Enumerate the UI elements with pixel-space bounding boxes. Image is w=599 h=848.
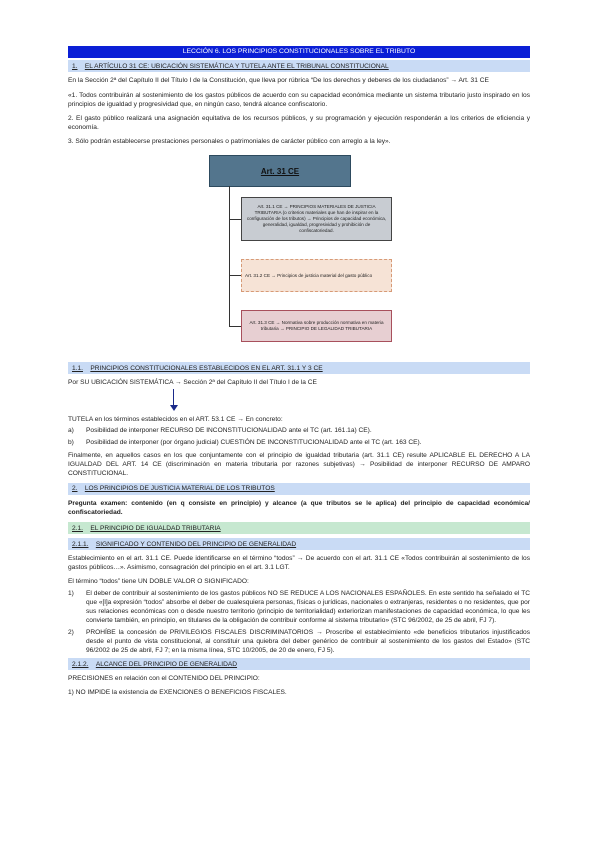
section-label: SIGNIFICADO Y CONTENIDO DEL PRINCIPIO DE GENERALIDAD (95, 540, 297, 548)
no-impide-paragraph: 1) NO IMPIDE la existencia de EXENCIONES O BENEFICIOS FISCALES. (68, 689, 287, 697)
diagram-connector (229, 326, 241, 327)
section-2-1-1-heading (68, 538, 530, 550)
list-text: Posibilidad de interponer (por órgano judicial) CUESTIÓN DE INCONSTITUCIONALIDAD ante el TC (art. 163 CE). (86, 439, 422, 447)
arrow-down-icon (68, 389, 530, 415)
tutela-paragraph: TUTELA en los términos establecidos en el ART. 53.1 CE → En concreto: (68, 416, 283, 424)
section-number: 2.1.1. (72, 540, 89, 548)
diagram-connector (229, 186, 230, 327)
diagram-box-31-3 (241, 310, 392, 342)
section-1-1-heading (68, 362, 530, 374)
list-item (68, 589, 530, 625)
list-text: El deber de contribuir al sostenimiento de los gastos públicos NO SE REDUCE A LOS NACIONALES ESPAÑOLES. En este sentido ha señalado el TC que «[l]a expresión “todos” absorbe el deber de cualesquiera personas, físicas o jurídicas, nacionales o extranjeras, residentes o no residentes, que por sus relaciones económicas con o desde nuestro territorio (principio de territorialidad) exteriorizan manifestaciones de capacidad económica, lo que les convierte también, en principio, en titulares de la obligación de contribuir conforme al sistema tributario» (STC 96/2002, de 25 de abril, FJ 7). (86, 589, 530, 624)
diagram-connector (229, 219, 241, 220)
diagram-box-text: Art. 31.2 CE → Principios de justicia material del gasto público (245, 272, 373, 278)
diagram-box-text: Art. 31.1 CE → PRINCIPIOS MATERIALES DE JUSTICIA TRIBUTARIA (o criterios materiales que han de inspirar en la configuración de los tributos) → Principios de capacidad económica, generalidad, igualdad, progresividad y prohibición de confiscatoriedad. (246, 204, 387, 233)
diagram-box-31-1 (241, 197, 392, 241)
list-text: PROHÍBE la concesión de PRIVILEGIOS FISCALES DISCRIMINATORIOS → Proscribe el establecimiento «de beneficios tributarios injustificados desde el punto de vista constitucional, al constituir una quiebra del deber genérico de contribuir al sostenimiento de los gastos del Estado» (STC 96/2002 de 25 de abril, FJ 7; en la misma línea, STC 10/2005, de 20 de enero, FJ 5). (86, 628, 530, 655)
section-number: 2.1.2. (72, 660, 89, 668)
lesson-title: LECCIÓN 6. LOS PRINCIPIOS CONSTITUCIONALES SOBRE EL TRIBUTO (68, 46, 530, 58)
section-label: LOS PRINCIPIOS DE JUSTICIA MATERIAL DE LOS TRIBUTOS (84, 485, 275, 493)
section-1-heading (68, 60, 530, 72)
art-31-3-paragraph: 3. Sólo podrán establecerse prestaciones personales o patrimoniales de carácter público con arreglo a la ley». (68, 137, 391, 145)
section-2-1-heading (68, 522, 530, 534)
art-31-1-paragraph: «1. Todos contribuirán al sostenimiento de los gastos públicos de acuerdo con su capacidad económica mediante un sistema tributario justo inspirado en los principios de igualdad y progresividad que, en ningún caso, tendrá alcance confiscatorio. (68, 91, 530, 108)
intro-paragraph: En la Sección 2ª del Capítulo II del Título I de la Constitución, que lleva por rúbrica “De los derechos y deberes de los ciudadanos” → Art. 31 CE (68, 77, 489, 85)
section-label: EL ARTÍCULO 31 CE: UBICACIÓN SISTEMÁTICA Y TUTELA ANTE EL TRIBUNAL CONSTITUCIONAL (84, 62, 389, 70)
exam-question-paragraph: Pregunta examen: contenido (en q consiste en principio) y alcance (a que tributos se le aplica) del principio de capacidad económica/ confiscatoriedad. (68, 499, 530, 516)
precisiones-paragraph: PRECISIONES en relación con el CONTENIDO DEL PRINCIPIO: (68, 675, 260, 683)
section-label: EL PRINCIPIO DE IGUALDAD TRIBUTARIA (90, 524, 221, 532)
art-31-diagram (68, 151, 530, 356)
section-number: 1. (72, 62, 78, 70)
section-number: 1.1. (72, 364, 83, 372)
doble-valor-paragraph: El término “todos” tiene UN DOBLE VALOR O SIGNIFICADO: (68, 578, 249, 586)
list-marker: 2) (68, 628, 74, 636)
diagram-root-box: Art. 31 CE (209, 155, 351, 187)
section-number: 2. (72, 485, 78, 493)
diagram-connector (229, 275, 241, 276)
list-marker: 1) (68, 589, 74, 597)
list-item (68, 628, 530, 655)
section-label: PRINCIPIOS CONSTITUCIONALES ESTABLECIDOS EN EL ART. 31.1 Y 3 CE (90, 364, 323, 372)
list-marker: b) (68, 439, 74, 447)
establecimiento-paragraph: Establecimiento en el art. 31.1 CE. Puede identificarse en el término “todos” → De acuerdo con el art. 31.1 CE «Todos contribuirán al sostenimiento de los gastos públicos…». Asimismo, consagración del principio en el art. 3.1 LGT. (68, 555, 530, 572)
list-item (68, 438, 530, 447)
document-page (68, 46, 530, 702)
amparo-paragraph: Finalmente, en aquellos casos en los que conjuntamente con el principio de igualdad tributaria (art. 31.1 CE) resulte APLICABLE EL DERECHO A LA IGUALDAD DEL ART. 14 CE (discriminación en materia tributaria por razones subjetivas) → Posibilidad de interponer RECURSO DE AMPARO CONSTITUCIONAL. (68, 451, 530, 477)
list-item (68, 426, 530, 435)
list-text: Posibilidad de interponer RECURSO DE INCONSTITUCIONALIDAD ante el TC (art. 161.1a) CE). (86, 427, 372, 435)
diagram-box-text: Art. 31.3 CE → Normativa sobre producción normativa en materia tributaria → PRINCIPIO DE LEGALIDAD TRIBUTARIA (249, 320, 384, 332)
list-marker: a) (68, 427, 74, 435)
section-2-heading (68, 483, 530, 495)
section-label: ALCANCE DEL PRINCIPIO DE GENERALIDAD (95, 660, 238, 668)
ubicacion-paragraph: Por SU UBICACIÓN SISTEMÁTICA → Sección 2ª del Capítulo II del Título I de la CE (68, 379, 317, 387)
section-number: 2.1. (72, 524, 83, 532)
art-31-2-paragraph: 2. El gasto público realizará una asignación equitativa de los recursos públicos, y su programación y ejecución responderán a los criterios de eficiencia y economía. (68, 114, 530, 131)
diagram-box-31-2 (241, 259, 392, 292)
section-2-1-2-heading (68, 658, 530, 670)
